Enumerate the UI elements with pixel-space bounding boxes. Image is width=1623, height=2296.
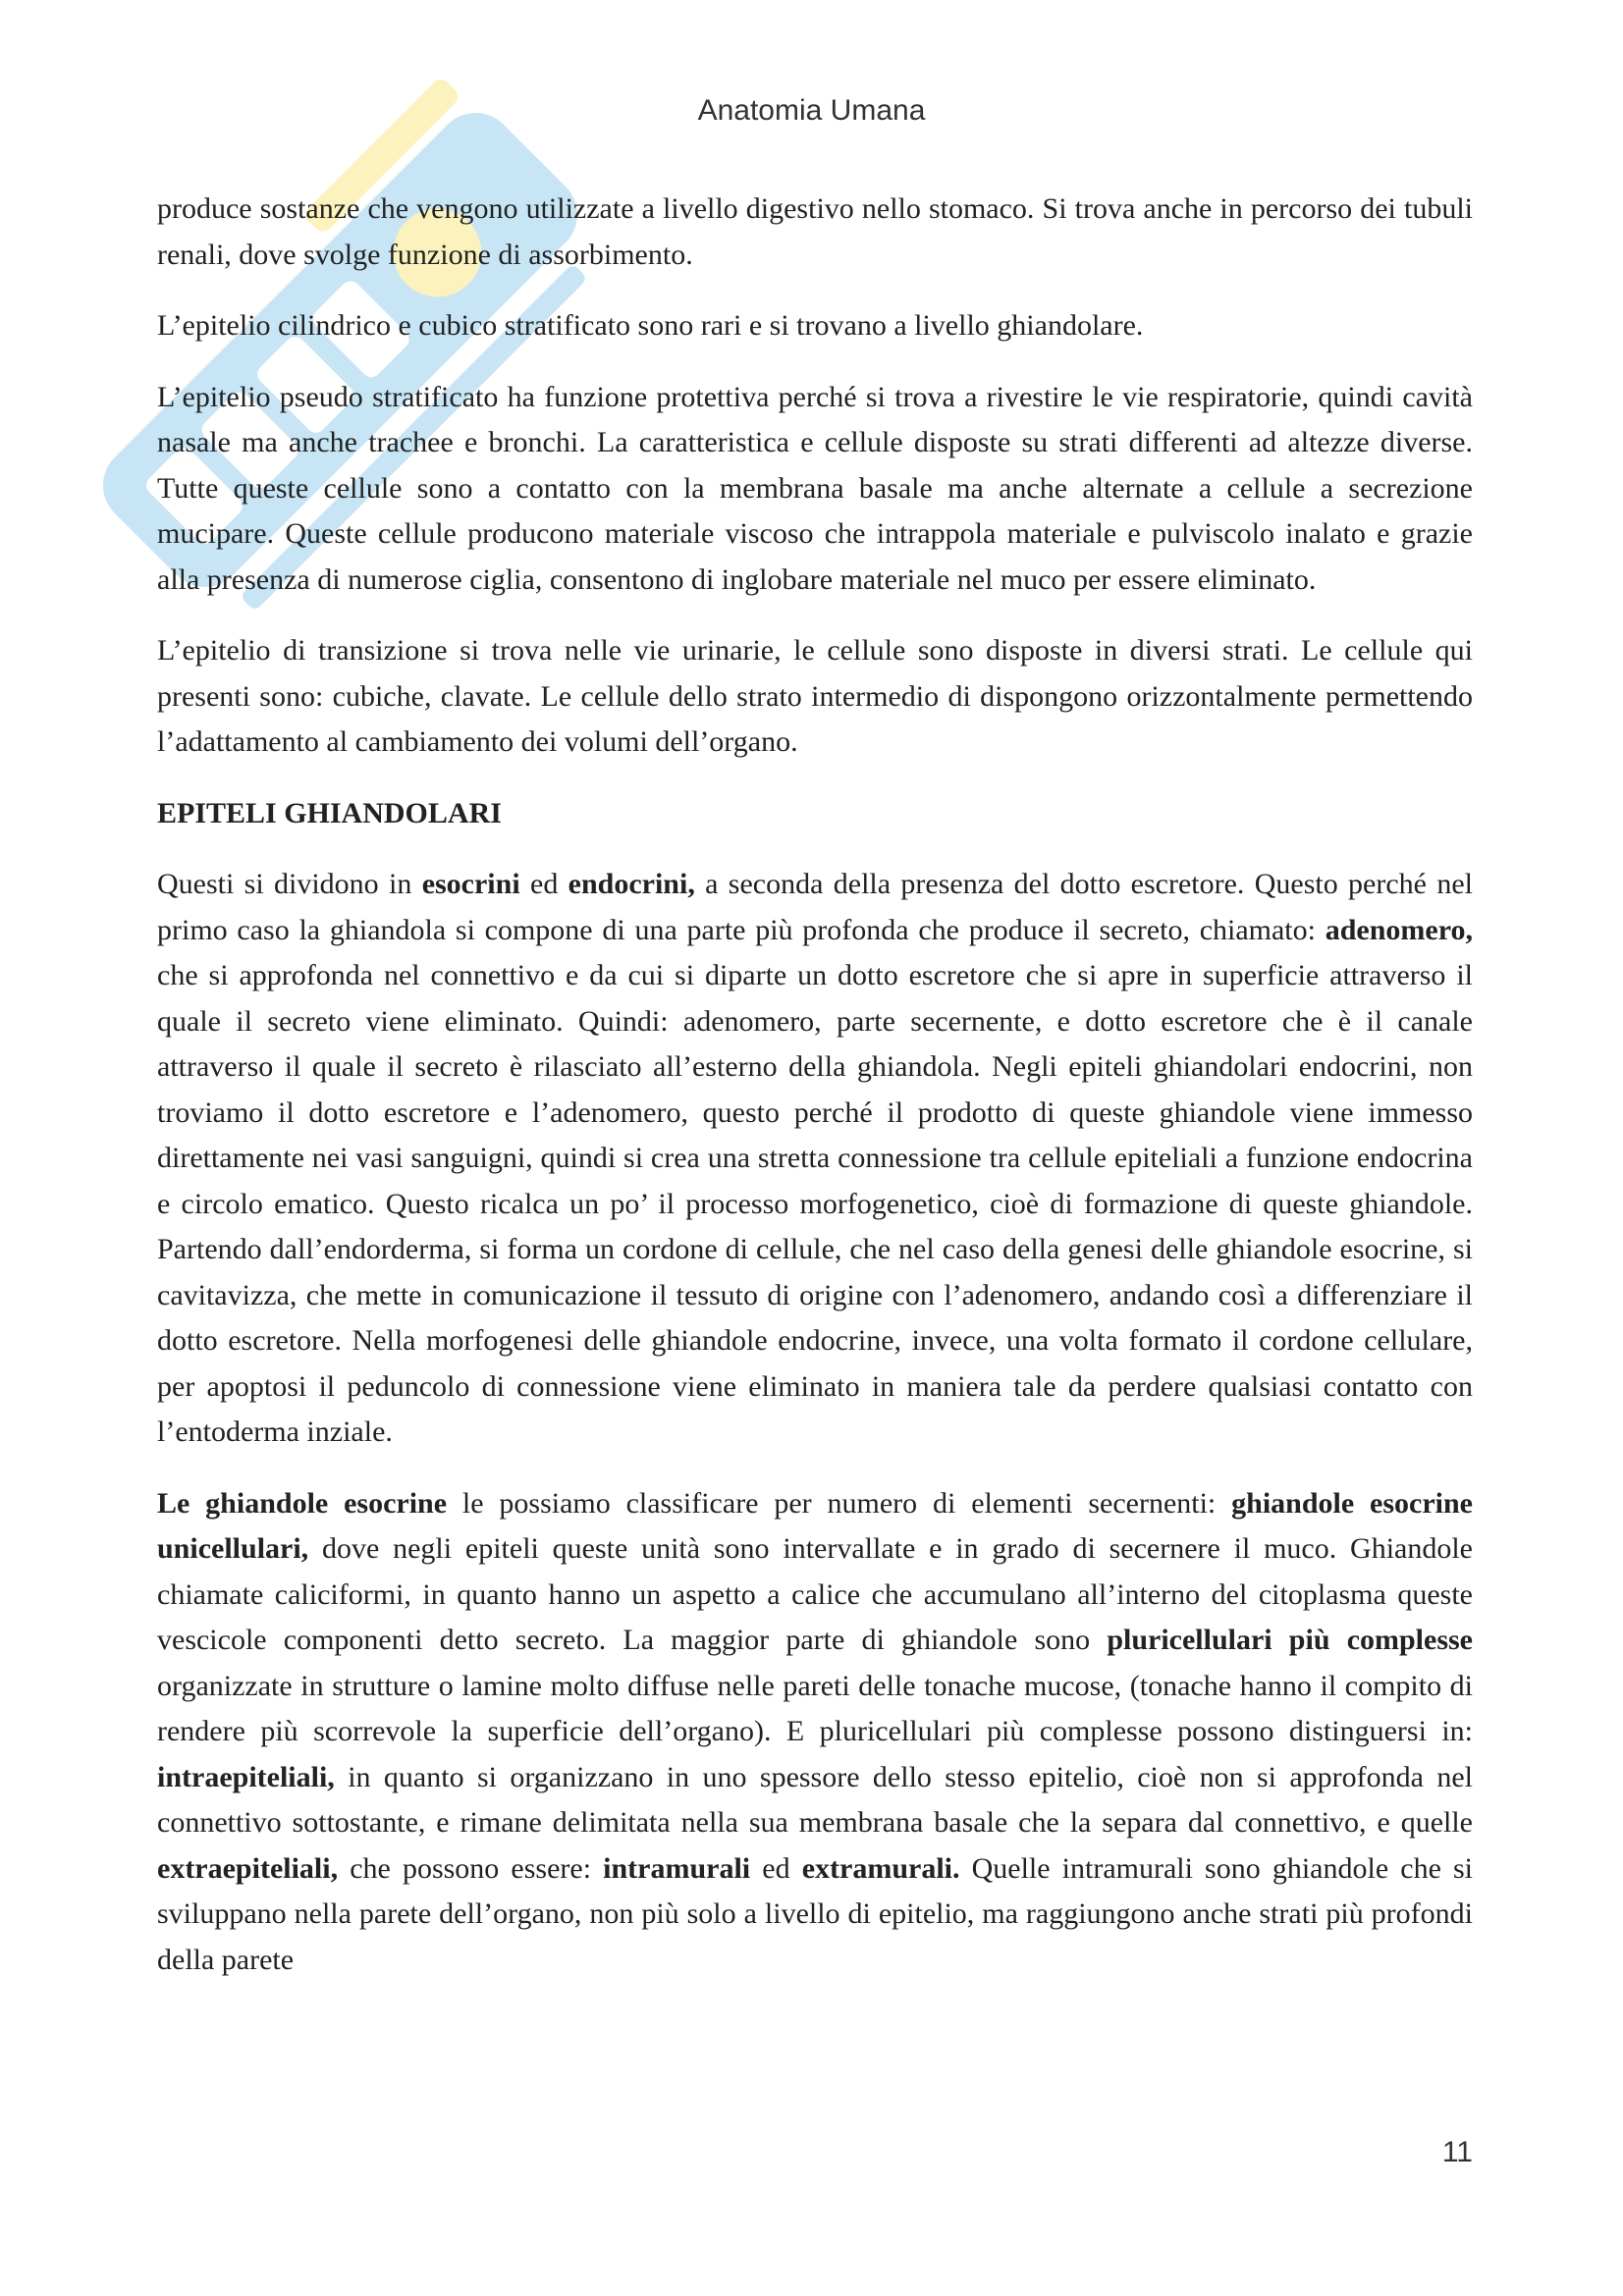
paragraph: produce sostanze che vengono utilizzate a livello digestivo nello stomaco. Si trova anche in percorso dei tubuli renali, dove svolge funzione di assorbimento. — [157, 192, 1473, 271]
text-run: Questi si dividono in — [157, 868, 422, 900]
page-number: 11 — [1441, 2136, 1473, 2168]
bold-term: endocrini, — [568, 868, 695, 900]
paragraph: L’epitelio di transizione si trova nelle vie urinarie, le cellule sono disposte in diversi strati. Le cellule qui presenti sono: cubiche, clavate. Le cellule dello strato intermedio di dispongono orizzontalmente permettendo l’adattamento al cambiamento dei volumi dell’organo. — [157, 634, 1473, 758]
bold-term: extramurali. — [801, 1851, 960, 1885]
paragraph-exocrine — [157, 1481, 1473, 1984]
bold-term: intramurali — [603, 1851, 751, 1885]
paragraph-glands-intro — [157, 862, 1473, 1456]
text-run: le possiamo classificare per numero di elementi secernenti: — [447, 1486, 1232, 1520]
bold-term: adenomero, — [1325, 913, 1473, 946]
document-body — [157, 187, 1473, 2008]
paragraph: L’epitelio cilindrico e cubico stratificato sono rari e si trovano a livello ghiandolare. — [157, 309, 1144, 342]
text-run: a seconda della presenza del dotto escretore. Questo perché nel primo caso la ghiandola si compone di una parte più profonda che produce il secreto, chiamato: — [157, 868, 1473, 946]
text-run: Quelle intramurali sono ghiandole che si sviluppano nella parete dell’organo, non più solo a livello di epitelio, ma raggiungono anche strati più profondi della parete — [157, 1851, 1474, 1976]
section-heading: EPITELI GHIANDOLARI — [157, 796, 502, 829]
bold-term: Le ghiandole esocrine — [157, 1486, 448, 1520]
bold-term: esocrini — [421, 868, 520, 900]
text-run: che si approfonda nel connettivo e da cui si diparte un dotto escretore che si apre in superficie attraverso il quale il secreto viene eliminato. Quindi: adenomero, parte secernente, e dotto escretore che è il canale attraverso il quale il secreto è rilasciato all’esterno della ghiandola. Negli epiteli ghiandolari endocrini, non troviamo il dotto escretore e l’adenomero, questo perché il prodotto di queste ghiandole viene immesso direttamente nei vasi sanguigni, quindi si crea una stretta connessione tra cellule epiteliali a funzione endocrina e circolo ematico. Questo ricalca un po’ il processo morfogenetico, cioè di formazione di queste ghiandole. Partendo dall’endorderma, si forma un cordone di cellule, che nel caso della genesi delle ghiandole esocrine, si cavitavizza, che mette in comunicazione il tessuto di origine con l’adenomero, andando così a differenziare il dotto escretore. Nella morfogenesi delle ghiandole endocrine, invece, una volta formato il cordone cellulare, per apoptosi il peduncolo di connessione viene eliminato in maniera tale da perdere qualsiasi contatto con l’entoderma inziale. — [157, 959, 1473, 1448]
text-run: ed — [750, 1851, 802, 1885]
text-run: che possono essere: — [338, 1851, 604, 1885]
bold-term: intraepiteliali, — [157, 1760, 335, 1793]
text-run: in quanto si organizzano in uno spessore dello stesso epitelio, cioè non si approfonda nel connettivo sottostante, e rimane delimitata nella sua membrana basale che la separa dal connettivo, e quelle — [157, 1760, 1473, 1839]
text-run: ed — [519, 868, 568, 900]
page-header-title: Anatomia Umana — [697, 94, 926, 127]
bold-term: extraepiteliali, — [157, 1851, 339, 1885]
text-run: organizzate in strutture o lamine molto diffuse nelle pareti delle tonache mucose, (tonache hanno il compito di rendere più scorrevole la superficie dell’organo). E pluricellulari più complesse possono distinguersi in: — [157, 1669, 1473, 1747]
bold-term: pluricellulari più complesse — [1107, 1624, 1473, 1656]
paragraph: L’epitelio pseudo stratificato ha funzione protettiva perché si trova a rivestire le vie respiratorie, quindi cavità nasale ma anche trachee e bronchi. La caratteristica e cellule disposte su strati differenti ad altezze diverse. Tutte queste cellule sono a contatto con la membrana basale ma anche alternate a cellule a secrezione mucipare. Queste cellule producono materiale viscoso che intrappola materiale e pulviscolo inalato e grazie alla presenza di numerose ciglia, consentono di inglobare materiale nel muco per essere eliminato. — [157, 380, 1473, 596]
text-run: dove negli epiteli queste unità sono intervallate e in grado di secernere il muco. Ghiandole chiamate caliciformi, in quanto hanno un aspetto a calice che accumulano all’interno del citoplasma queste vescicole componenti detto secreto. La maggior parte di ghiandole sono — [157, 1532, 1473, 1656]
bold-term: ghiandole esocrine unicellulari, — [157, 1486, 1473, 1565]
